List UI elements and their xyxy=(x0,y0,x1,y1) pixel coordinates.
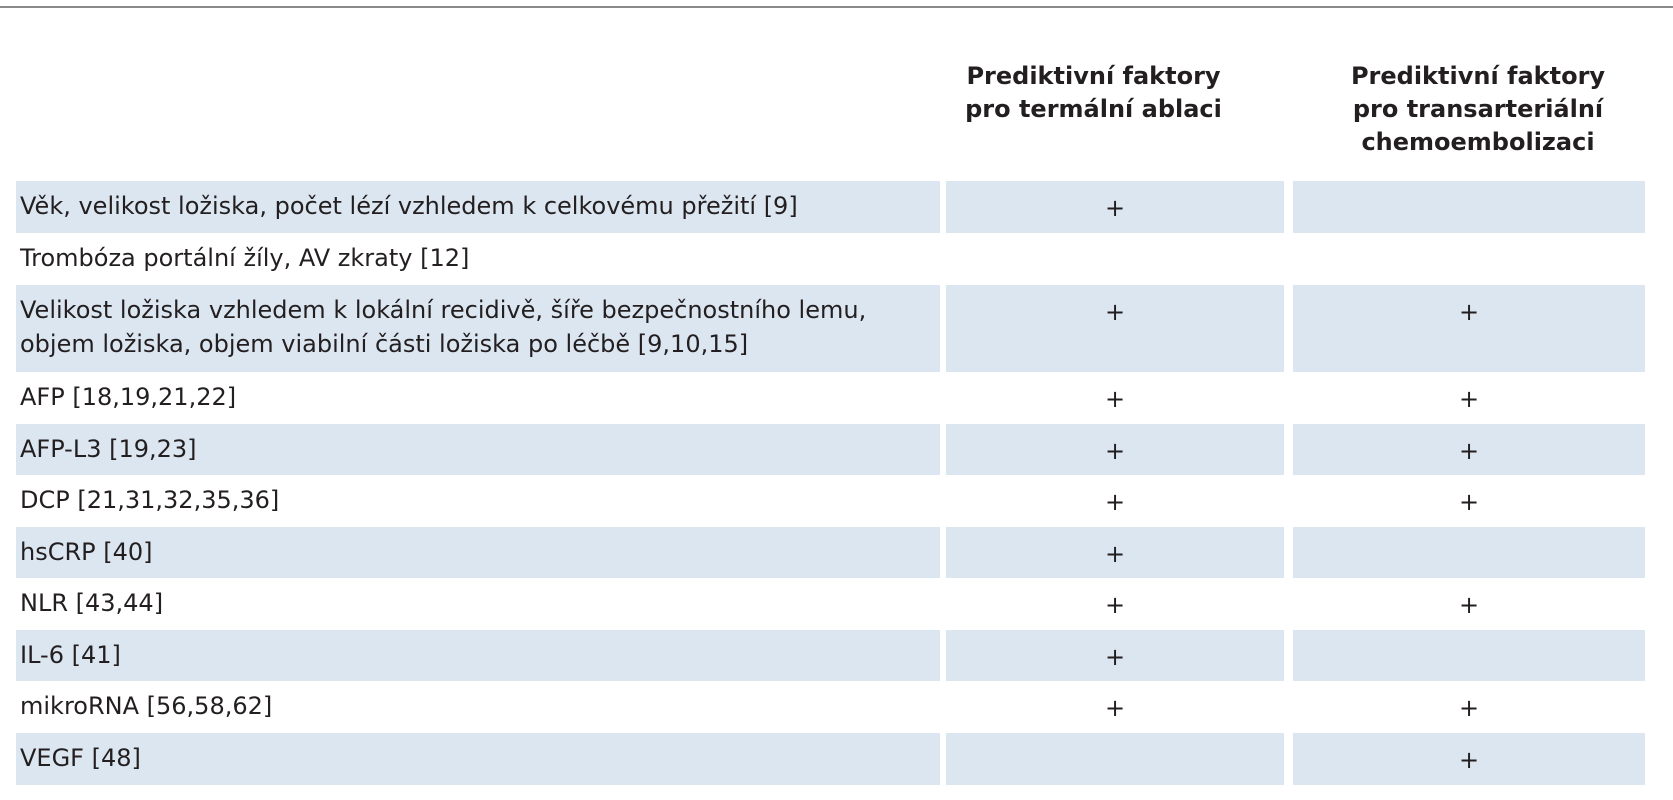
table-row xyxy=(16,372,1673,424)
top-rule xyxy=(0,6,1673,8)
ablation-cell: + xyxy=(946,630,1284,681)
row-label: AFP [18,19,21,22] xyxy=(20,383,237,411)
tace-cell: + xyxy=(1458,385,1480,413)
tace-cell: + xyxy=(1458,591,1480,619)
header-tace: Prediktivní faktory pro transarteriální chemoembolizaci xyxy=(1350,62,1606,156)
ablation-cell xyxy=(946,733,1284,785)
tace-cell xyxy=(1293,630,1645,681)
tace-cell: + xyxy=(1458,488,1480,516)
ablation-cell: + xyxy=(1104,591,1126,619)
row-label: DCP [21,31,32,35,36] xyxy=(20,486,280,514)
table-row xyxy=(16,424,1673,475)
table-header xyxy=(16,60,1673,172)
ablation-cell: + xyxy=(946,424,1284,475)
ablation-cell: + xyxy=(1104,694,1126,722)
tace-cell: + xyxy=(1293,733,1645,785)
ablation-cell: + xyxy=(946,527,1284,578)
row-label: mikroRNA [56,58,62] xyxy=(20,692,273,720)
tace-cell: + xyxy=(1458,694,1480,722)
row-label: VEGF [48] xyxy=(16,733,940,785)
table-row xyxy=(16,475,1673,527)
ablation-cell: + xyxy=(946,285,1284,372)
ablation-cell: + xyxy=(1104,385,1126,413)
row-label: AFP-L3 [19,23] xyxy=(16,424,940,475)
tace-cell xyxy=(1293,527,1645,578)
row-label: Velikost ložiska vzhledem k lokální recidivě, šíře bezpečnostního lemu, objem ložiska, objem viabilní části ložiska po léčbě [9,10,15] xyxy=(16,285,940,372)
table-row xyxy=(16,285,1673,372)
table-row xyxy=(16,181,1673,233)
header-thermal-ablation: Prediktivní faktory pro termální ablaci xyxy=(965,62,1222,123)
ablation-cell xyxy=(946,233,1284,285)
tace-cell xyxy=(1293,181,1645,233)
table-row xyxy=(16,681,1673,733)
tace-cell xyxy=(1293,233,1645,285)
row-label: IL-6 [41] xyxy=(16,630,940,681)
row-label: Trombóza portální žíly, AV zkraty [12] xyxy=(20,244,470,272)
ablation-cell: + xyxy=(1104,488,1126,516)
table-row xyxy=(16,630,1673,681)
tace-cell: + xyxy=(1293,424,1645,475)
row-label: hsCRP [40] xyxy=(16,527,940,578)
tace-cell: + xyxy=(1293,285,1645,372)
table-row xyxy=(16,527,1673,578)
row-label: NLR [43,44] xyxy=(20,589,164,617)
table-row xyxy=(16,733,1673,785)
row-label: Věk, velikost ložiska, počet lézí vzhledem k celkovému přežití [9] xyxy=(16,181,940,233)
ablation-cell: + xyxy=(946,181,1284,233)
table-row xyxy=(16,233,1673,285)
table-row xyxy=(16,578,1673,630)
